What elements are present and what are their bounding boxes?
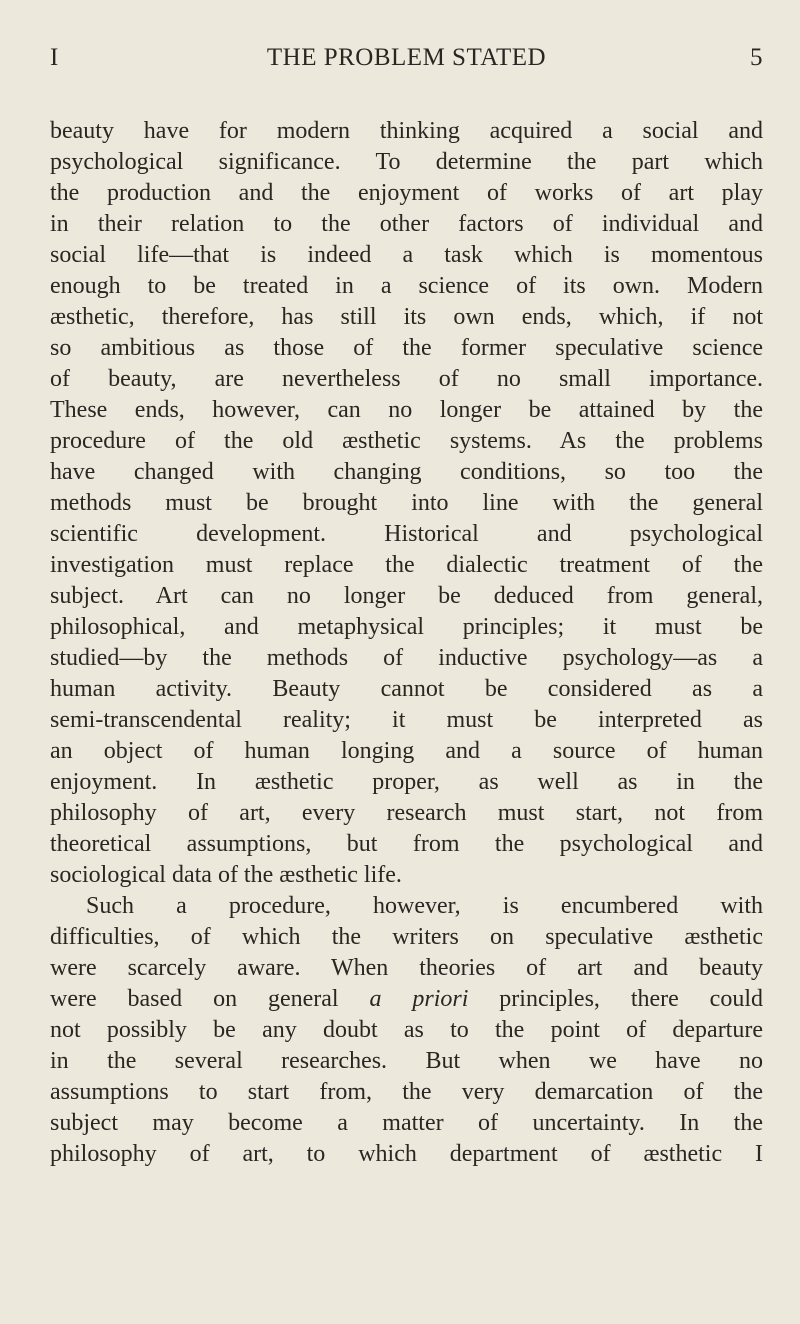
- running-header: [50, 44, 763, 80]
- text-line-with-italic: [50, 984, 763, 1015]
- text-line: theoretical assumptions, but from the psychological and: [50, 831, 763, 857]
- text-line: procedure of the old æsthetic systems. As the problems: [50, 428, 763, 454]
- text-line: the production and the enjoyment of works of art play: [50, 180, 763, 206]
- page-number: 5: [750, 44, 763, 71]
- text-line: philosophical, and metaphysical principles; it must be: [50, 614, 763, 640]
- chapter-number: I: [50, 44, 59, 71]
- text-line: semi-transcendental reality; it must be interpreted as: [50, 707, 763, 733]
- text-line: have changed with changing conditions, so too the: [50, 459, 763, 485]
- text-line: philosophy of art, every research must start, not from: [50, 800, 763, 826]
- text-line: enough to be treated in a science of its own. Modern: [50, 273, 763, 299]
- running-title: THE PROBLEM STATED: [266, 44, 547, 71]
- text-line: psychological significance. To determine the part which: [50, 149, 763, 175]
- text-line: assumptions to start from, the very demarcation of the: [50, 1079, 763, 1105]
- text-line: scientific development. Historical and psychological: [50, 521, 763, 547]
- text-line: philosophy of art, to which department of æsthetic I: [50, 1141, 763, 1167]
- text-line: subject. Art can no longer be deduced from general,: [50, 583, 763, 609]
- text-line: not possibly be any doubt as to the point of departure: [50, 1017, 763, 1043]
- text-line: were scarcely aware. When theories of art and beauty: [50, 955, 763, 981]
- text-line: enjoyment. In æsthetic proper, as well as in the: [50, 769, 763, 795]
- text-line: in the several researches. But when we have no: [50, 1048, 763, 1074]
- text-segment: principles, there could: [468, 986, 763, 1012]
- text-line: so ambitious as those of the former speculative science: [50, 335, 763, 361]
- text-line: an object of human longing and a source of human: [50, 738, 763, 764]
- text-line: of beauty, are nevertheless of no small importance.: [50, 366, 763, 392]
- text-line: æsthetic, therefore, has still its own ends, which, if not: [50, 304, 763, 330]
- text-line: These ends, however, can no longer be attained by the: [50, 397, 763, 423]
- text-line: difficulties, of which the writers on speculative æsthetic: [50, 924, 763, 950]
- text-line: in their relation to the other factors of individual and: [50, 211, 763, 237]
- text-line: investigation must replace the dialectic treatment of the: [50, 552, 763, 578]
- text-line: social life—that is indeed a task which is momentous: [50, 242, 763, 268]
- text-line: studied—by the methods of inductive psychology—as a: [50, 645, 763, 671]
- body-text: [50, 116, 763, 1170]
- italic-phrase: a priori: [369, 986, 469, 1012]
- text-line: human activity. Beauty cannot be considered as a: [50, 676, 763, 702]
- text-line: beauty have for modern thinking acquired a social and: [50, 118, 763, 144]
- text-line: methods must be brought into line with the general: [50, 490, 763, 516]
- paragraph-start-line: Such a procedure, however, is encumbered with: [86, 893, 763, 919]
- text-line: subject may become a matter of uncertainty. In the: [50, 1110, 763, 1136]
- paragraph-end-line: sociological data of the æsthetic life.: [50, 862, 402, 888]
- text-segment: were based on general: [50, 986, 370, 1012]
